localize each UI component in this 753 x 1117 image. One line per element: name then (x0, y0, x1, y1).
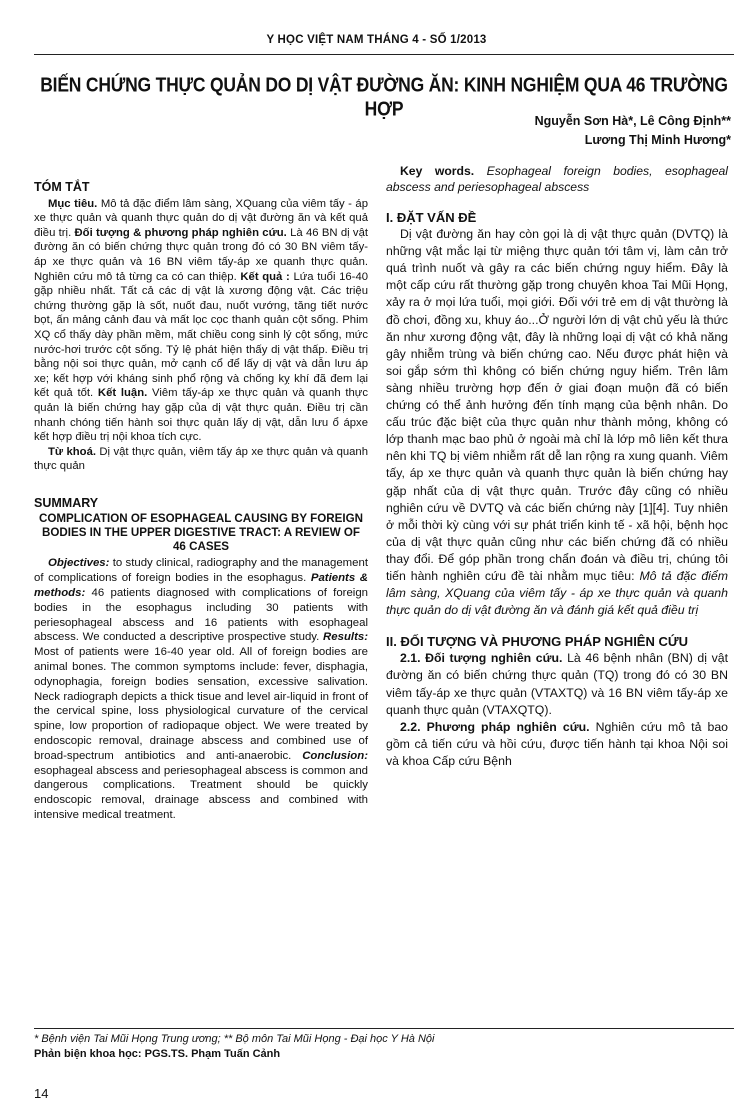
methods-heading: II. ĐỐI TƯỢNG VÀ PHƯƠNG PHÁP NGHIÊN CỨU (386, 634, 689, 650)
summary-keywords-label: Key words. (400, 164, 475, 178)
authors-line-1: Nguyễn Sơn Hà*, Lê Công Định** (534, 114, 731, 128)
abstract-vi-methods-label: Đối tượng & phương pháp nghiên cứu. (74, 226, 287, 239)
summary-objectives-text: to study clinical, radiography and the management of complications of foreign bodies in the esophagus. (34, 557, 368, 585)
journal-header: Y HỌC VIỆT NAM THÁNG 4 - SỐ 1/2013 (266, 34, 487, 46)
page-number: 14 (34, 1086, 49, 1101)
authors-line-2: Lương Thị Minh Hương* (584, 133, 731, 147)
methods-sub1-label: 2.1. Đối tượng nghiên cứu. (400, 651, 563, 666)
header-rule (34, 54, 734, 55)
summary-heading: SUMMARY (34, 495, 99, 510)
methods-sub2-text: Nghiên cứu mô tả bao gồm cả tiến cứu và hồi cứu, được tiến hành tại khoa Nội soi và khoa Cấp cứu Bệnh (386, 719, 729, 768)
methods-sub2-label: 2.2. Phương pháp nghiên cứu. (400, 719, 590, 734)
summary-methods-label: Patients & methods: (34, 572, 369, 600)
abstract-vi-results-label: Kết quả : (240, 270, 290, 283)
intro-aim: Mô tả đặc điểm lâm sàng, XQuang của viêm tấy - áp xe thực quản và quanh thực quản do dị vật đường ăn và đánh giá kết quả điều trị (386, 568, 728, 618)
summary-body (34, 556, 368, 822)
summary-results-label: Results: (323, 631, 368, 644)
intro-text: Dị vật đường ăn hay còn gọi là dị vật thực quản (DVTQ) là những vật mắc lại từ miệng thực quản tới tâm vị, làm cản trở quá trình nuốt và gây ra các biến chứng nguy hiểm. Đây là một cấp cứu rất thường gặp trong chuyên khoa Tai Mũi Họng, xảy ra ở mọi lứa tuổi, mọi giới. Đối với trẻ em dị vật thường là đồ chơi, đồng xu, khuy áo...Ở người lớn dị vật chủ yếu là thức ăn như xương động vật, đây là những loại dị vật có khả năng gây nhiễm trùng và biến chứng cao. Nếu được phát hiện và soi gắp sớm thì không có biến chứng nguy hiểm. Trên lâm sàng nhiều trường hợp đến ở giai đoạn muộn đã có biến chứng có thể ảnh hưởng đến tính mạng của bệnh nhân. Do cấu trúc đặc biệt của thực quản như thành mỏng, không có lớp thanh mạc bao phủ ở ngoài mà chỉ là lớp mô liên kết thưa nên khi TQ bị viêm nhiễm rất dễ lan rộng ra xung quanh. Viêm tấy, áp xe thực quản và quanh thực quản là biến chứng hay gặp nhất của dị vật thực quản. Trước đây cũng có nhiều nghiên cứu về DVTQ và các biến chứng này [1][4]. Tuy nhiên ở mỗi thời kỳ cùng với sự phát triển kinh tế - xã hội, bệnh học của dị vật thực quản cũng như các biến chứng đã có nhiều thay đổi. Để góp phần trong chẩn đoán và điều trị, chúng tôi tiến hành nghiên cứu đề tài nhằm mục tiêu: (386, 227, 728, 583)
abstract-vi-objective-label: Mục tiêu. (48, 197, 98, 210)
abstract-vi-keywords (34, 445, 368, 474)
summary-objectives-label: Objectives: (48, 557, 110, 570)
summary-title: COMPLICATION OF ESOPHAGEAL CAUSING BY FOREIGN BODIES IN THE UPPER DIGESTIVE TRACT: A REVIEW OF 46 CASES (38, 512, 363, 554)
authors (535, 112, 731, 150)
methods-subjects (386, 650, 728, 718)
summary-methods-text: 46 patients diagnosed with complications of foreign bodies in the esophagus including 30 patients with periesophageal abscess and 16 patients with esophageal abscess. We conducted a descriptive prospective study. (34, 587, 368, 644)
footnote-reviewer: Phản biện khoa học: PGS.TS. Phạm Tuấn Cảnh (34, 1048, 281, 1060)
summary-keywords (386, 163, 728, 195)
footnote-rule (34, 1028, 734, 1029)
abstract-vi-conclusion-text: Viêm tấy-áp xe thực quản và quanh thực quản là biến chứng hay gặp của dị vật thực quản. Điều trị cần nhanh chóng tiến hành soi thực quản lấy dị vật, dẫn lưu ổ ápxe kết hợp điều trị nội khoa tích cực. (34, 387, 368, 444)
abstract-vi-methods-text: Là 46 BN dị vật đường ăn có biến chứng thực quản trong đó có 30 BN viêm tấy-áp xe thực quản và 16 BN viêm tấy-áp xe quanh thực quản. Nghiên cứu mô tả từng ca có can thiệp. (34, 226, 368, 283)
abstract-vi-heading: TÓM TẮT (34, 180, 90, 194)
abstract-vi-results-text: Lứa tuổi 16-40 gặp nhiều nhất. Tất cả các dị vật là xương động vật. Các triệu chứng thường gặp là sốt, nuốt đau, nuốt vướng, tăng tiết nước bọt, ấn mảng cảnh đau và mất lọc cọc thanh quản cột sống. Phim XQ cổ thấy dày phần mềm, mất chiều cong sinh lý cột sống, mức nước-hơi trước cột sống. Tỷ lệ phát hiện thấy dị vật thấp. Điều trị bằng nội soi thực quản, mở cạnh cổ để lấy dị vật và dẫn lưu áp xe; kết hợp với kháng sinh phổ rộng và chống kỵ khí đã đem lại kết quả tốt. (34, 270, 369, 400)
abstract-vi-keywords-text: Dị vật thực quản, viêm tấy áp xe thực quản và quanh thực quản (34, 445, 368, 473)
methods-design (386, 719, 728, 770)
footnote-affiliations: * Bệnh viện Tai Mũi Họng Trung ương; ** Bộ môn Tai Mũi Họng - Đại học Y Hà Nội (34, 1033, 435, 1045)
summary-results-text: Most of patients were 16-40 year old. All of foreign bodies are animal bones. The common symptoms include: fever, disphagia, odynophagia, foreign bodies sensation, excessive salivation. Neck radiograph depicts a thick tisue and level air-liquid in front of the cervical spine, loss physiological curvature of the cervical spine, low proportion of radiopaque object. We were treated by endoscopic removal, drainage abscess and combined use of broad-spectrum antibiotics and anti-anaerobic. (34, 646, 368, 762)
abstract-vi-keywords-label: Từ khoá. (48, 445, 96, 458)
article-title: BIẾN CHỨNG THỰC QUẢN DO DỊ VẬT ĐƯỜNG ĂN: KINH NGHIỆM QUA 46 TRƯỜNG HỢP (40, 73, 728, 121)
abstract-vi-objective-text: Mô tả đặc điểm lâm sàng, XQuang của viêm tấy - áp xe thực quản và quanh thực quản do dị vật đường ăn và kết quả điều trị. (34, 197, 368, 239)
summary-conclusion-text: esophageal abscess and periesophageal abscess is common and dangerous complications. Treatment should be quickly endoscopic removal, drainage abscess and combined with intensive medical treatment. (34, 764, 368, 822)
abstract-vi-body (34, 197, 368, 445)
right-column (386, 163, 728, 770)
intro-body (386, 226, 728, 619)
methods-sub1-text: Là 46 bệnh nhân (BN) dị vật đường ăn có biến chứng thực quản (TQ) trong đó có 30 BN viêm tấy-áp xe thực quản (VTAXTQ) và 16 BN viêm tấy-áp xe quanh thực quản (VTAXQTQ). (386, 651, 728, 717)
summary-conclusion-label: Conclusion: (302, 749, 368, 762)
left-column (34, 180, 368, 823)
summary-keywords-text: Esophageal foreign bodies, esophageal abscess and periesophageal abscess (386, 164, 728, 194)
intro-heading: I. ĐẶT VẤN ĐỀ (386, 210, 477, 225)
abstract-vi-conclusion-label: Kết luận. (97, 387, 148, 400)
footnote (34, 1032, 734, 1062)
